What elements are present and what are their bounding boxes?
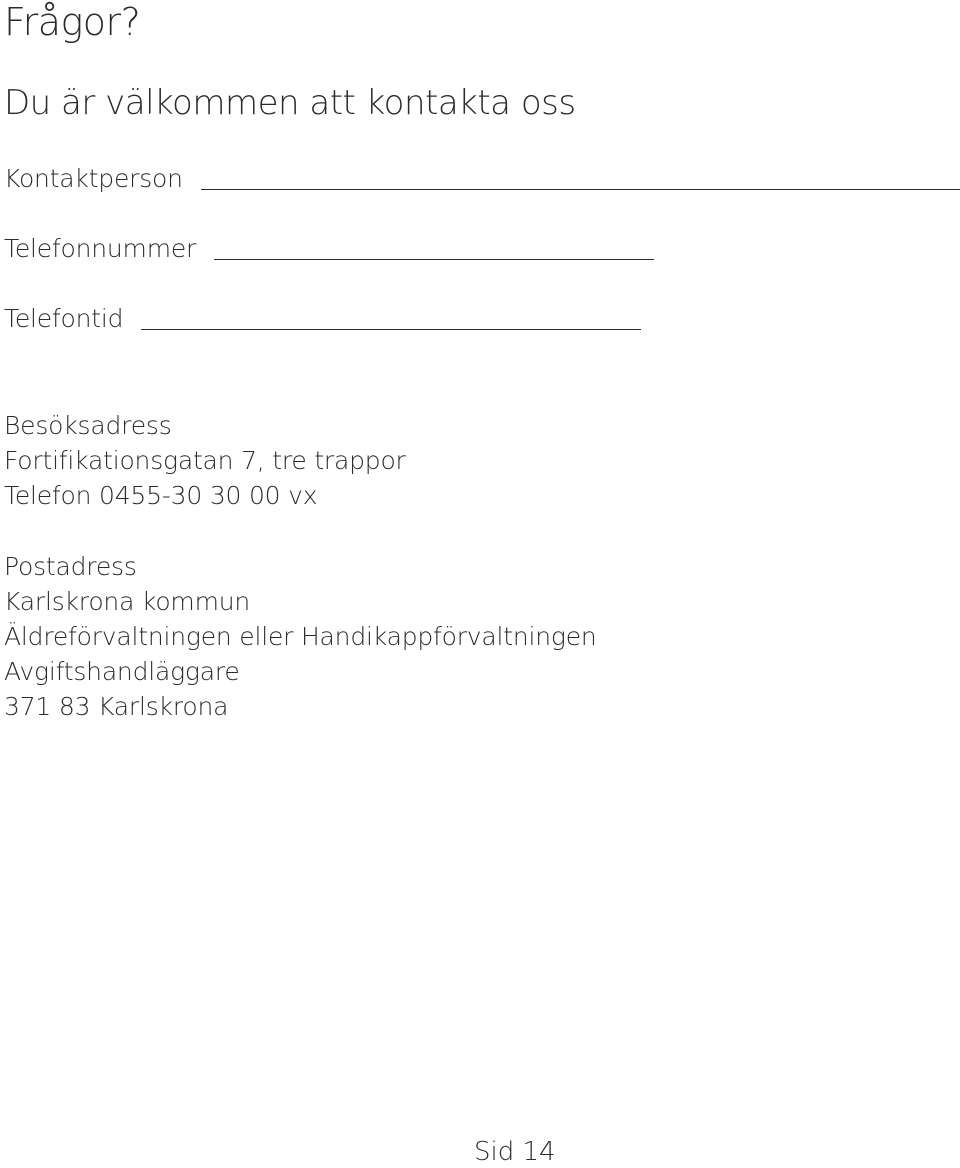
phone-number-label: Telefonnummer xyxy=(4,234,197,263)
postal-address-title: Postadress xyxy=(4,552,137,581)
phone-time-row xyxy=(4,300,641,334)
phone-time-line[interactable] xyxy=(141,329,641,330)
visiting-address-phone: Telefon 0455-30 30 00 vx xyxy=(4,481,318,510)
contact-person-line[interactable] xyxy=(201,189,960,190)
phone-number-row xyxy=(4,230,654,264)
postal-address-line: Äldreförvaltningen eller Handikappförvaltningen xyxy=(4,622,597,651)
postal-address-block xyxy=(4,549,597,724)
page-number: Sid 14 xyxy=(474,1137,556,1167)
visiting-address-block xyxy=(4,408,406,513)
page-subheading: Du är välkommen att kontakta oss xyxy=(4,83,576,123)
postal-address-line: 371 83 Karlskrona xyxy=(4,692,229,721)
contact-person-label: Kontaktperson xyxy=(4,164,183,193)
phone-time-label: Telefontid xyxy=(4,304,124,333)
postal-address-line: Avgiftshandläggare xyxy=(4,657,240,686)
contact-person-row xyxy=(4,160,960,194)
postal-address-line: Karlskrona kommun xyxy=(4,587,251,616)
visiting-address-street: Fortifikationsgatan 7, tre trappor xyxy=(4,446,406,475)
page-heading: Frågor? xyxy=(4,0,141,44)
visiting-address-title: Besöksadress xyxy=(4,411,172,440)
phone-number-line[interactable] xyxy=(214,259,654,260)
